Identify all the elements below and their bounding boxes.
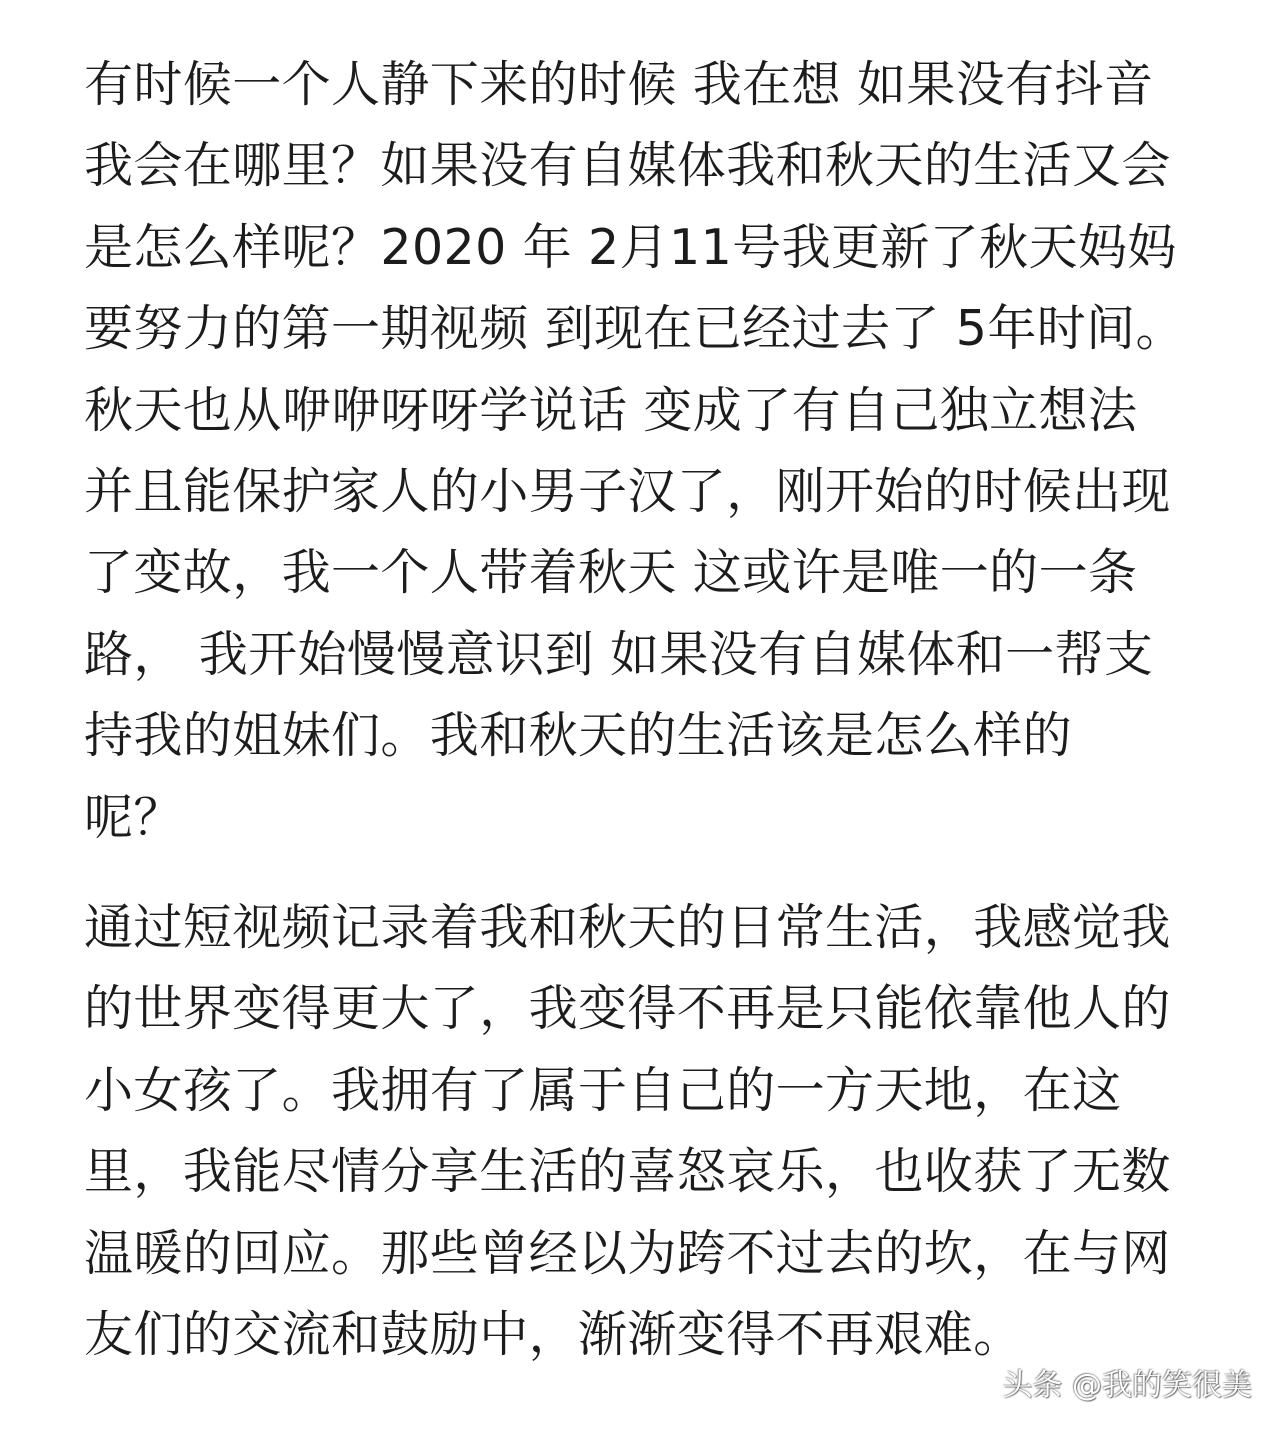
text-line: 是怎么样呢？2020 年 2月11号我更新了秋天妈妈: [84, 218, 1177, 276]
text-line: 秋天也从咿咿呀呀学说话 变成了有自己独立想法: [84, 381, 1138, 439]
text-line: 小女孩了。我拥有了属于自己的一方天地，在这: [84, 1061, 1122, 1119]
text-line: 要努力的第一期视频 到现在已经过去了 5年时间。: [84, 300, 1185, 358]
paragraph-2: [84, 887, 1204, 1375]
text-line: 有时候一个人静下来的时候 我在想 如果没有抖音: [84, 56, 1154, 113]
text-line: 路， 我开始慢慢意识到 如果没有自媒体和一帮支: [84, 625, 1154, 683]
text-line: 通过短视频记录着我和秋天的日常生活，我感觉我: [84, 899, 1171, 956]
paragraph-1: [84, 44, 1204, 858]
text-line: 友们的交流和鼓励中，渐渐变得不再艰难。: [84, 1305, 1023, 1363]
text-line: 里，我能尽情分享生活的喜怒哀乐，也收获了无数: [84, 1143, 1171, 1201]
text-line: 呢？: [84, 788, 183, 846]
text-line: 我会在哪里？如果没有自媒体我和秋天的生活又会: [84, 137, 1171, 195]
text-line: 温暖的回应。那些曾经以为跨不过去的坎，在与网: [84, 1224, 1171, 1282]
source-watermark: 头条 @我的笑很美: [1002, 1368, 1252, 1403]
text-line: 了变故，我一个人带着秋天 这或许是唯一的一条: [84, 544, 1138, 602]
text-line: 持我的姐妹们。我和秋天的生活该是怎么样的: [84, 707, 1073, 765]
text-line: 并且能保护家人的小男子汉了，刚开始的时候出现: [84, 462, 1171, 520]
text-line: 的世界变得更大了，我变得不再是只能依靠他人的: [84, 980, 1171, 1038]
